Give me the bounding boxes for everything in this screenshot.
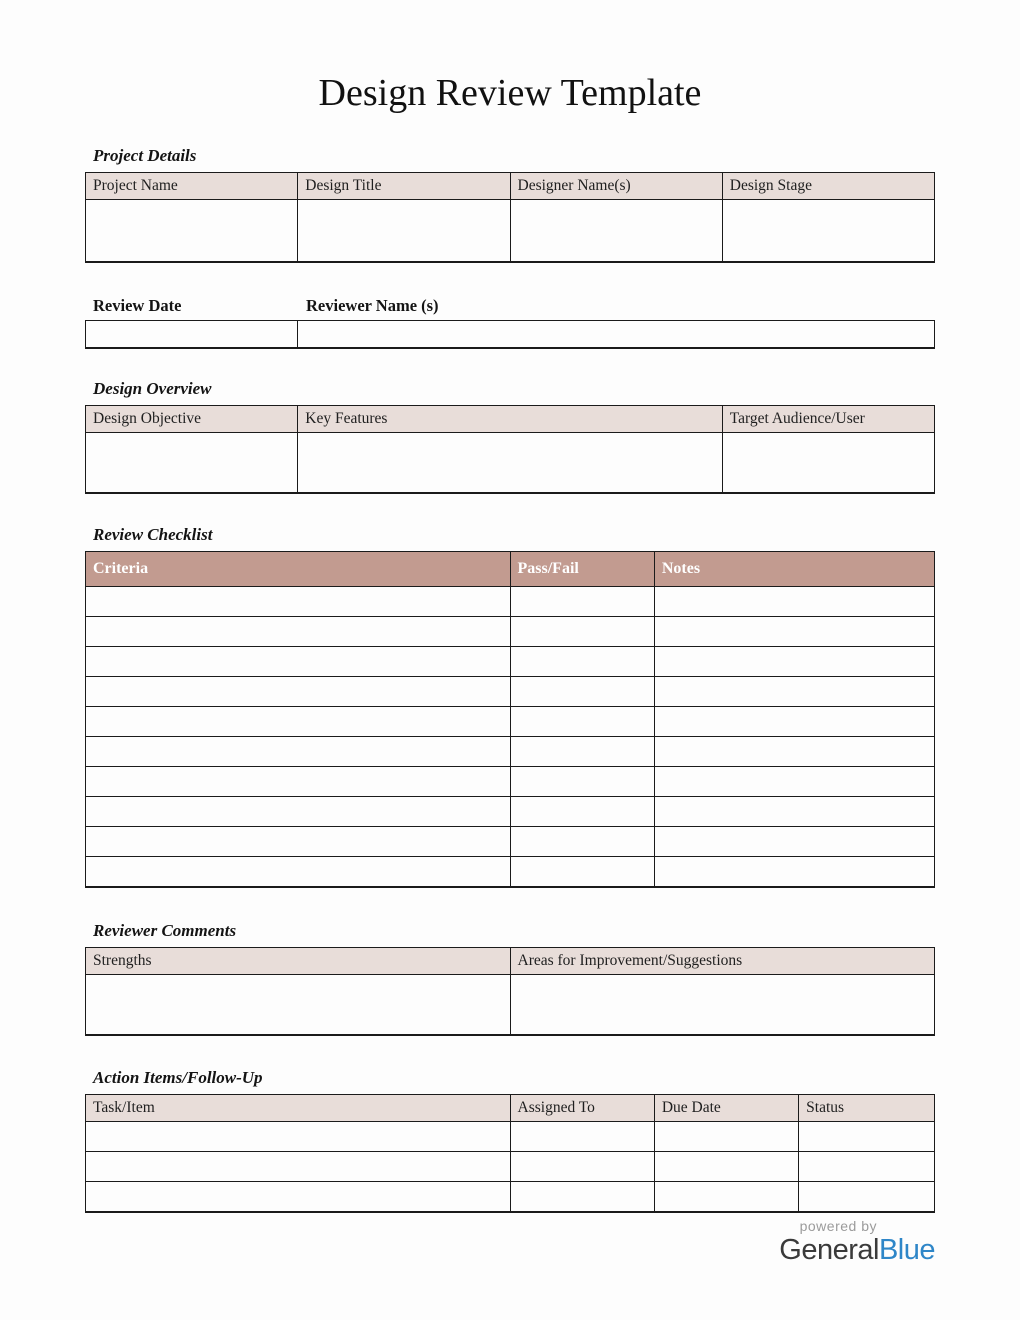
section-heading-project-details: Project Details	[93, 145, 197, 165]
empty-cell	[654, 1181, 798, 1212]
review-checklist-table	[85, 551, 935, 888]
empty-cell	[86, 856, 511, 887]
empty-cell	[86, 974, 511, 1035]
section-heading-reviewer-comments: Reviewer Comments	[93, 920, 237, 940]
column-header-task-item: Task/Item	[86, 1094, 511, 1121]
empty-cell	[654, 676, 934, 706]
empty-cell	[298, 432, 723, 493]
table-row	[86, 706, 935, 736]
table-row	[86, 974, 935, 1035]
empty-cell	[298, 199, 510, 262]
document-page	[85, 0, 935, 1267]
empty-cell	[510, 766, 654, 796]
empty-cell	[86, 646, 511, 676]
empty-cell	[86, 320, 298, 348]
empty-cell	[86, 736, 511, 766]
column-header-project-name: Project Name	[86, 172, 298, 199]
empty-cell	[654, 646, 934, 676]
empty-cell	[510, 706, 654, 736]
empty-cell	[298, 320, 935, 348]
empty-cell	[654, 826, 934, 856]
empty-cell	[86, 616, 511, 646]
label-reviewer-name: Reviewer Name (s)	[306, 295, 439, 315]
table-header-row	[86, 551, 935, 586]
empty-cell	[510, 586, 654, 616]
empty-cell	[510, 1181, 654, 1212]
table-row	[86, 796, 935, 826]
empty-cell	[654, 796, 934, 826]
table-row	[86, 616, 935, 646]
column-header-designer-names: Designer Name(s)	[510, 172, 722, 199]
empty-cell	[654, 706, 934, 736]
empty-cell	[654, 616, 934, 646]
empty-cell	[510, 826, 654, 856]
brand-blue-text: Blue	[878, 1233, 935, 1266]
empty-cell	[654, 856, 934, 887]
column-header-design-title: Design Title	[298, 172, 510, 199]
empty-cell	[654, 736, 934, 766]
project-details-table	[85, 172, 935, 263]
empty-cell	[654, 766, 934, 796]
table-row	[86, 856, 935, 887]
design-overview-table	[85, 405, 935, 494]
empty-cell	[86, 432, 298, 493]
table-header-row	[86, 172, 935, 199]
empty-cell	[722, 199, 934, 262]
table-row	[86, 1151, 935, 1181]
section-heading-review-checklist: Review Checklist	[93, 524, 213, 544]
table-row	[86, 766, 935, 796]
empty-cell	[510, 974, 935, 1035]
column-header-status: Status	[799, 1094, 935, 1121]
empty-cell	[86, 796, 511, 826]
table-row	[86, 586, 935, 616]
empty-cell	[799, 1151, 935, 1181]
empty-cell	[722, 432, 934, 493]
column-header-strengths: Strengths	[86, 947, 511, 974]
empty-cell	[86, 826, 511, 856]
empty-cell	[86, 1121, 511, 1151]
empty-cell	[86, 766, 511, 796]
table-row	[86, 432, 935, 493]
column-header-due-date: Due Date	[654, 1094, 798, 1121]
column-header-notes: Notes	[654, 551, 934, 586]
empty-cell	[510, 1121, 654, 1151]
table-row	[86, 646, 935, 676]
empty-cell	[654, 1121, 798, 1151]
brand-general-text: General	[779, 1233, 879, 1266]
empty-cell	[86, 1151, 511, 1181]
empty-cell	[654, 1151, 798, 1181]
empty-cell	[510, 676, 654, 706]
empty-cell	[510, 736, 654, 766]
empty-cell	[510, 616, 654, 646]
empty-cell	[654, 586, 934, 616]
table-header-row	[86, 947, 935, 974]
footer	[85, 1219, 935, 1268]
column-header-improvements: Areas for Improvement/Suggestions	[510, 947, 935, 974]
column-header-target-audience: Target Audience/User	[722, 405, 934, 432]
column-header-design-objective: Design Objective	[86, 405, 298, 432]
empty-cell	[799, 1181, 935, 1212]
table-row	[86, 1181, 935, 1212]
empty-cell	[86, 586, 511, 616]
table-row	[86, 1121, 935, 1151]
table-header-row	[86, 405, 935, 432]
column-header-design-stage: Design Stage	[722, 172, 934, 199]
table-row	[86, 320, 935, 348]
empty-cell	[510, 646, 654, 676]
column-header-pass-fail: Pass/Fail	[510, 551, 654, 586]
column-header-key-features: Key Features	[298, 405, 723, 432]
column-header-assigned-to: Assigned To	[510, 1094, 654, 1121]
empty-cell	[510, 199, 722, 262]
empty-cell	[510, 1151, 654, 1181]
page-title: Design Review Template	[318, 72, 702, 114]
general-blue-logo	[85, 1234, 935, 1267]
empty-cell	[86, 1181, 511, 1212]
review-info-table	[85, 320, 935, 349]
table-row	[86, 199, 935, 262]
review-info-labels	[85, 296, 935, 316]
label-review-date: Review Date	[93, 295, 182, 315]
empty-cell	[510, 856, 654, 887]
table-row	[86, 736, 935, 766]
section-heading-action-items: Action Items/Follow-Up	[93, 1067, 263, 1087]
empty-cell	[86, 676, 511, 706]
table-header-row	[86, 1094, 935, 1121]
action-items-table	[85, 1094, 935, 1213]
table-row	[86, 826, 935, 856]
empty-cell	[86, 199, 298, 262]
empty-cell	[799, 1121, 935, 1151]
powered-by-text: powered by	[799, 1217, 877, 1234]
column-header-criteria: Criteria	[86, 551, 511, 586]
section-heading-design-overview: Design Overview	[93, 378, 212, 398]
empty-cell	[86, 706, 511, 736]
table-row	[86, 676, 935, 706]
reviewer-comments-table	[85, 947, 935, 1036]
empty-cell	[510, 796, 654, 826]
